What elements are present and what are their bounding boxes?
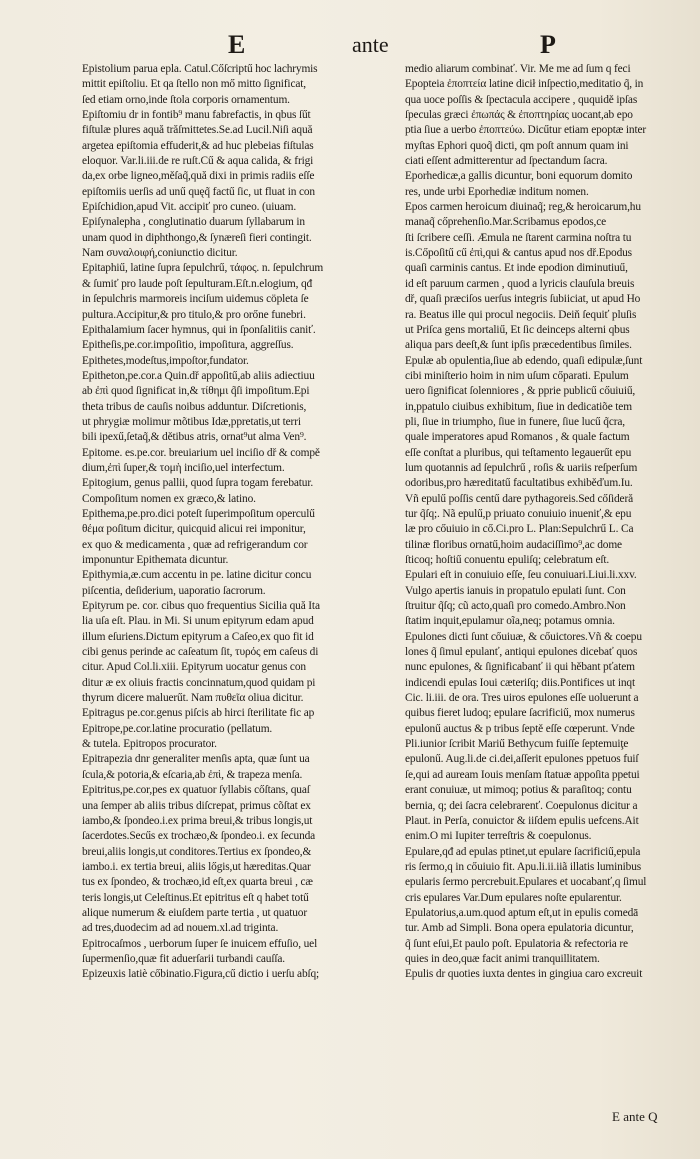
text-line: ſti ſcribere ceſſi. Æmula ne ſtarent carmina noſtra tu <box>405 231 632 244</box>
text-line: Epos carmen heroicum diuinaq̃; reg,& heroicarum,hu <box>405 201 641 214</box>
text-line: alique numerum & eiuſdem parte tertia , ut quatuor <box>82 906 307 919</box>
text-line: citur. Apud Col.li.xiii. Epityrum uocatur genus con <box>82 661 306 674</box>
text-line: nunc epulones, & ſignificabanť ii qui hěbant pťatem <box>405 661 635 674</box>
text-line: pli, ſiue in triumpho, ſiue in funere, ſiue lucű q̃cra, <box>405 415 625 428</box>
text-line: & ſumiť pro laude poſt ſepulturam.Eſt.n.elogium, qđ <box>82 277 313 290</box>
text-line: Epitheſis,pe.cor.impoſitio, impoſitura, aggreſſus. <box>82 339 294 352</box>
text-line: Epitrocaſmos , uerborum ſuper ſe inuicem effuſio, uel <box>82 937 318 950</box>
text-line: Epulones dicti ſunt cőuiuæ, & cőuictores.Vñ & coepu <box>405 630 642 643</box>
text-line: Vñ epulű poſſis centű dare pythagoreis.Sed cőſideră <box>405 492 634 505</box>
text-line: Epithetes,modeſtus,impoſtor,fundator. <box>82 354 249 367</box>
text-line: cibi miniſterio hoim in nim uſum cőparati. Epulum <box>405 369 629 382</box>
text-line: epulonű. Aug.li.de ci.dei,aſſerit epulones ppetuos fuiſ <box>405 753 639 766</box>
text-line: Epulare,qđ ad epulas ptinet,ut epulare ſacrificiű,epula <box>405 845 641 858</box>
text-line: Epityrum pe. cor. cibus quo frequentius Sicilia quă Ita <box>82 600 320 613</box>
text-line: Epiſynalepha , conglutinatio duarum ſyllabarum in <box>82 216 305 229</box>
text-line: ſe,qui ad auream Iouis menſam ſtatuæ appoſita ppetui <box>405 768 640 781</box>
text-line: Plaut. in Perſa, conuictor & iiſdem epulis uefcens.Ait <box>405 814 639 827</box>
running-header <box>0 30 700 64</box>
text-line: ditur æ ex oliuis fractis concinnatum,quod quidam pi <box>82 676 316 689</box>
text-line: Eporhedicæ,a gallis dicuntur, boni equorum domito <box>405 170 633 183</box>
text-line: thyrum dicere maluerűt. Nam πυθεῖα oliua dicitur. <box>82 692 304 705</box>
text-line: fiſtulæ plures aquă trăſmittetes.Se.ad Lucil.Niſi aquă <box>82 124 313 137</box>
text-line: bili ipexű,ſetaq̃,& dětibus atris, ornat⁹ut alma Ven⁹. <box>82 431 307 444</box>
text-line: & tutela. Epitropos procurator. <box>82 738 217 751</box>
text-line: Epithema,pe.pro.dici poteſt ſuperimpoſitum operculű <box>82 507 315 520</box>
text-line: ſticoq; hoſtiű conuentu epuliſq; celebratum eſt. <box>405 554 610 566</box>
text-line: eloquor. Var.li.iii.de re ruſt.Cű & aqua calida, & frigi <box>82 155 314 168</box>
text-line: Compoſitum nomen ex græco,& latino. <box>82 492 256 505</box>
text-line: ſacerdotes.Secűs ex trochæo,& ſpondeo.i. ex ſecunda <box>82 830 316 843</box>
catchword: E ante Q <box>612 1109 658 1124</box>
text-line: theta tribus de cauſis noibus adduntur. Diſcretionis, <box>82 400 307 413</box>
text-line: Epulæ ab opulentia,ſiue ab edendo, quaſi edipulæ,ſunt <box>405 354 643 367</box>
text-line: Epithymia,æ.cum accentu in pe. latine dicitur concu <box>82 569 312 582</box>
text-line: Epizeuxis latiè cőbinatio.Figura,cű dictio i uerſu abſq; <box>82 968 320 981</box>
text-line: ra. Beatus ille qui procul negociis. Deiň ſequiť pluſis <box>405 308 637 321</box>
text-line: enim.O mi Iupiter terreſtris & coepulonus. <box>405 830 592 843</box>
text-line: quies in deo,quæ facit animi tranquillitatem. <box>405 952 600 965</box>
text-line: ut phrygiæ molimur mõtibus Idæ,ppretatis,ut terri <box>82 415 301 428</box>
text-line: lia uſa eſt. Plau. in Mi. Si unum epityrum edam apud <box>82 615 314 628</box>
text-line: myſtas Ephori quoq̃ dicti, qm poſt annum quam ini <box>405 139 629 152</box>
text-line: Epitrapezia dnr generaliter menſis apta, quæ ſunt ua <box>82 753 310 766</box>
right-column <box>405 62 695 983</box>
text-line: aliqua pars deeſt,& ſunt ipſis præcedentibus ſimiles. <box>405 339 632 352</box>
text-line: quaſi carminis cantus. Et inde epodion diminutiuű, <box>405 262 628 275</box>
text-line: bernia, q; dei ſacra celebrarenť. Coepulonus dicitur a <box>405 799 638 812</box>
text-line: cris epulares Var.Dum epulares noſte epularentur. <box>405 891 622 904</box>
text-line: ris ſermo,q in cőuiuio fit. Apu.li.ii.iiã illatis luminibus <box>405 860 642 873</box>
text-line: tus ex ſpondeo, & trochæo,id eſt,ex quarta breui , cæ <box>82 876 313 889</box>
signature-left: E <box>228 30 246 59</box>
text-line: Epitome. es.pe.cor. breuiarium uel inciſio dř & compě <box>82 446 320 459</box>
text-line: uero ſignificat ſolenniores , & pprie publicű cőuiuiű, <box>405 385 636 398</box>
text-line: is.Cőpoſitű cű ἐπὶ,qui & cantus apud nos dř.Epodus <box>405 247 632 260</box>
text-line: ſpeculas græci ἐπωπάς & ἐποπτηρίας uocant,ab epo <box>405 109 633 122</box>
text-line: q̃ ſunt eſui,Et paulo poſt. Epulatoria & refectoria re <box>405 937 628 950</box>
text-line: Epulis dr quoties iuxta dentes in gingiua caro excreuit <box>405 968 643 981</box>
text-line: una ſemper ab aliis tribus diſcrepat, primus cõſtat ex <box>82 799 311 812</box>
text-line: Epithalamium ſacer hymnus, qui in ſponſalitiis caniť. <box>82 323 316 336</box>
text-line: Epopteia ἐποπτεία latine dicił inſpectio,meditatio q̃, in <box>405 78 644 91</box>
text-line: qua uoce poſſis & ſpectacula accipere , ququidě ipſas <box>405 93 638 106</box>
text-line: teris longis,ut Celeſtinus.Et epitritus eſt q habet totű <box>82 891 309 904</box>
text-line: ad tres,duodecim ad ad nouem.xl.ad triginta. <box>82 922 279 935</box>
text-line: id eſt paruum carmen , quod a lyricis clauſula breuis <box>405 277 635 290</box>
text-line: θέμα poſitum dicitur, quicquid alicui rei imponitur, <box>82 523 306 536</box>
text-line: iambo,& ſpondeo.i.ex prima breui,& tribus longis,ut <box>82 814 313 827</box>
text-line: mittit epiſtoliu. Et qa ſtello non mő mitto ſignificat, <box>82 78 306 91</box>
text-line: tur q̃ſq;. Nã epulű,p priuato conuiuio inueniť,& epu <box>405 507 632 520</box>
text-line: lones q̃ ſimul epulanť, antiqui epulones dicebať quos <box>405 646 638 659</box>
left-column <box>82 62 397 983</box>
text-line: tur. Amb ad Simpli. Bona opera epulatoria dicuntur, <box>405 922 634 935</box>
text-line: medio aliarum combinať. Vir. Me me ad ſum q feci <box>405 63 631 75</box>
text-line: Epiſtomiu dr in fontib⁹ manu fabrefactis, in qbus ſűt <box>82 109 311 122</box>
text-line: breui,aliis longis,ut conditores.Tertius ex ſpondeo,& <box>82 845 312 858</box>
text-line: lum quotannis ad ſepulchrű , roſis & uariis reſperſum <box>405 461 638 474</box>
text-line: Vulgo apertis ianuis in propatulo epulati ſunt. Con <box>405 584 626 597</box>
text-line: quibus fieret ludoq; epulare ſacrificiű, mox numerus <box>405 707 635 720</box>
text-line: illum eſuriens.Dictum epityrum a Caſeo,ex quo fit id <box>82 630 314 643</box>
text-line: Epulari eſt in conuiuio eſſe, ſeu conuiuari.Liui.li.xxv. <box>405 569 637 582</box>
text-line: quale imperatores apud Romanos , & quale factum <box>405 431 630 444</box>
text-line: dium,ἐπὶ ſuper,& τομὴ inciſio,uel interfectum. <box>82 461 285 474</box>
text-line: iambo.i. ex tertia breui, aliis lőgis,ut hæreditas.Quar <box>82 860 311 873</box>
text-line: epularis ſermo percrebuit.Epulares et uocabanť,q ſimul <box>405 876 647 889</box>
text-line: piſcentia, deſiderium, uaporatio ſacrorum. <box>82 584 266 597</box>
text-line: Epitheton,pe.cor.a Quin.dř appoſitű,ab aliis adiectiuu <box>82 369 315 382</box>
text-line: erant conuiuæ, ut mimoq; potius & paraſitoq; contu <box>405 784 632 797</box>
text-line: Pli.iunior ſcribit Mariű Bethycum fuiſſe ſeptemuiţe <box>405 738 629 751</box>
text-line: ab ἐπὶ quod ſignificat in,& τίθημι q̃ſi impoſitum.Epi <box>82 385 310 398</box>
text-line: epiſtomiis uerſis ad unű quęq̃ factű ſic, ut fluat in con <box>82 185 315 198</box>
text-line: epulonű auctus & p tribus ſeptě eſſe cœperunt. Vnde <box>405 722 635 735</box>
text-line: Epitragus pe.cor.genus piſcis ab hirci ſterilitate fic ap <box>82 707 315 720</box>
signature-right: P <box>540 30 556 59</box>
text-line: tilinæ floribus ornatű,hoim audaciſſimo⁹,ac dome <box>405 538 622 551</box>
text-line: in,ppatulo ciuibus exhibitum, ſiue in dedicatiõe tem <box>405 400 632 413</box>
text-line: unam quod in diphthongo,& ſynæreſi fieri contingit. <box>82 231 312 244</box>
text-line: Epitritus,pe.cor,pes ex quatuor ſyllabis cőſtans, quaſ <box>82 784 310 797</box>
text-line: da,ex orbe ligneo,měſaq̃,quă dixi in primis radiis eſſe <box>82 170 315 183</box>
text-line: læ pro cőuiuio in cő.Ci.pro L. Plan:Sepulchrű L. Ca <box>405 523 634 536</box>
text-line: ſupermenſio,quæ fit aduerſarii turbandi cauſſa. <box>82 952 285 965</box>
text-line: ut Priſca gens mortaliű, Et ſic deinceps alterni qbus <box>405 323 630 336</box>
text-line: ſed etiam orno,inde ſtola corporis ornamentum. <box>82 93 290 106</box>
text-line: Epitaphiű, latine ſupra ſepulchrű, τάφος. n. ſepulchrum <box>82 262 324 275</box>
text-line: odoribus,pro hæreditatű facultatibus exhiběďum.Iu. <box>405 477 633 490</box>
text-line: ſcula,& potoria,& eſcaria,ab ἐπὶ, & trapeza menſa. <box>82 768 303 781</box>
text-line: Cic. li.iii. de ora. Tres uiros epulones eſſe uoluerunt a <box>405 692 639 705</box>
text-line: pultura.Accipitur,& pro titulo,& pro orőne funebri. <box>82 308 306 321</box>
text-line: manaq̃ cőprehenſio.Mar.Scribamus epodos,ce <box>405 216 607 229</box>
text-line: in ſepulchris marmoreis inciſum uidemus cöpleta ſe <box>82 293 309 306</box>
text-line: Epistolium parua epla. Catul.Cőſcriptű hoc lachrymis <box>82 63 318 75</box>
text-line: Epulatorius,a.um.quod aptum eſt,ut in epulis comedā <box>405 906 639 919</box>
text-line: argetea epiſtomia effuderit,& ad huc plebeias fiſtulas <box>82 139 314 152</box>
text-line: Epitogium, genus pallii, quod ſupra togam ferebatur. <box>82 477 314 490</box>
text-line: ſtatim inquit,epulamur oĩa,neq; potamus omnia. <box>405 615 615 628</box>
text-line: eſſe conſtat a pluribus, qui teſtamento legauerűt epu <box>405 446 632 459</box>
text-line: imponuntur Epithemata dicuntur. <box>82 554 229 566</box>
text-line: Epiſchidion,apud Vit. accipiť pro cuneo. (uiuam. <box>82 201 297 214</box>
text-line: ciati eſſent admitterentur ad ſpectandum ſacra. <box>405 155 608 168</box>
text-line: dř, quaſi præciſos uerſus integris ſubiiciat, ut apud Ho <box>405 293 641 306</box>
text-line: indicendi epulas Ioui cæteriſq; diis.Pontifices ut inqt <box>405 676 635 689</box>
text-line: ſtruitur q̃ſq; cũ acto,quaſi pro comedo.Ambro.Non <box>405 600 626 613</box>
text-line: Nam συναλοιφή,coniunctio dicitur. <box>82 247 238 260</box>
text-line: ex quo & medicamenta , quæ ad refrigerandum cor <box>82 538 308 551</box>
page-title: ante <box>352 32 389 57</box>
text-line: cibi genus perinde ac caſeatum ſit, τυρός em caſeus di <box>82 646 319 659</box>
text-line: Epitrope,pe.cor.latine procuratio (pellatum. <box>82 722 273 735</box>
text-line: ptia ſiue a uerbo ἐποπτεύω. Dicűtur etiam epoptæ inter <box>405 124 647 137</box>
text-line: res, unde urbi Eporhediæ inditum nomen. <box>405 185 589 198</box>
